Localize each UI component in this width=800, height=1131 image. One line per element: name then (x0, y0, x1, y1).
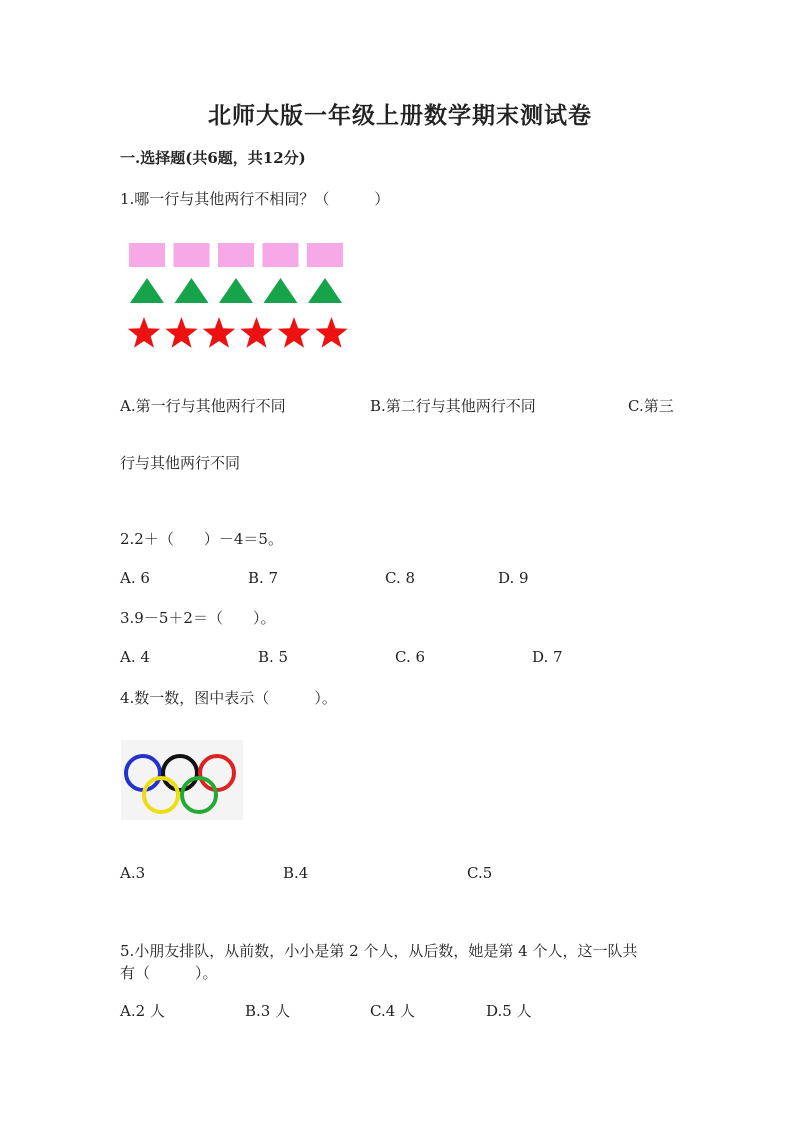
pink-rectangle (263, 243, 299, 267)
question-5-stem-line-2: 有（ ）。 (120, 964, 218, 982)
question-2-option-d[interactable]: D. 9 (498, 569, 529, 587)
red-star (165, 317, 197, 348)
question-1-option-c-continuation: 行与其他两行不同 (120, 454, 241, 472)
pink-rectangle (218, 243, 254, 267)
question-4-option-b[interactable]: B.4 (283, 864, 309, 882)
red-stars-row (128, 317, 348, 348)
question-5-stem-line-1: 5.小朋友排队，从前数，小小是第 2 个人，从后数，她是第 4 个人，这一队共 (120, 942, 638, 960)
question-4-option-c[interactable]: C.5 (467, 864, 493, 882)
red-star (315, 317, 347, 348)
question-5-option-d[interactable]: D.5 人 (486, 1002, 532, 1020)
red-star (278, 317, 310, 348)
question-4-option-a[interactable]: A.3 (120, 864, 146, 882)
section-heading: 一.选择题(共6题，共12分) (120, 149, 306, 167)
question-5-option-c[interactable]: C.4 人 (370, 1002, 416, 1020)
green-triangle (219, 278, 253, 303)
green-triangle (130, 278, 164, 303)
question-1-option-b[interactable]: B.第二行与其他两行不同 (370, 397, 536, 415)
olympic-rings-figure (121, 740, 243, 820)
question-1-stem: 1.哪一行与其他两行不相同？（ ） (120, 190, 390, 208)
pink-rectangle (307, 243, 343, 267)
pink-rectangle (129, 243, 165, 267)
page-title: 北师大版一年级上册数学期末测试卷 (208, 102, 592, 129)
red-star (240, 317, 272, 348)
green-triangles-row (130, 278, 342, 303)
green-triangle (264, 278, 298, 303)
pink-rectangle (174, 243, 210, 267)
green-triangle (175, 278, 209, 303)
question-3-option-d[interactable]: D. 7 (532, 648, 563, 666)
question-1-option-a[interactable]: A.第一行与其他两行不同 (120, 397, 286, 415)
question-3-stem: 3.9－5＋2＝（ ）。 (120, 609, 276, 627)
question-5-option-b[interactable]: B.3 人 (245, 1002, 291, 1020)
red-star (128, 317, 160, 348)
question-3-option-c[interactable]: C. 6 (395, 648, 426, 666)
shapes-rows-figure (126, 240, 348, 352)
question-2-option-c[interactable]: C. 8 (385, 569, 416, 587)
question-5-option-a[interactable]: A.2 人 (120, 1002, 165, 1020)
question-4-stem: 4.数一数，图中表示（ ）。 (120, 689, 337, 707)
question-3-option-b[interactable]: B. 5 (258, 648, 289, 666)
question-2-option-a[interactable]: A. 6 (120, 569, 150, 587)
red-star (203, 317, 235, 348)
pink-rectangles-row (129, 243, 343, 267)
question-3-option-a[interactable]: A. 4 (120, 648, 150, 666)
question-1-option-c[interactable]: C.第三 (628, 397, 674, 415)
question-2-option-b[interactable]: B. 7 (248, 569, 279, 587)
green-triangle (308, 278, 342, 303)
question-2-stem: 2.2＋（ ）－4＝5。 (120, 530, 283, 548)
